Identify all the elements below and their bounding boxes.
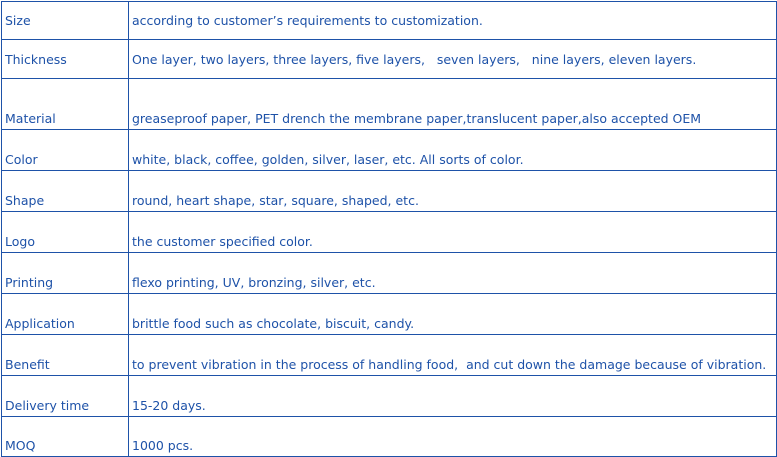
row-label: Size <box>2 2 129 40</box>
row-label: Color <box>2 130 129 171</box>
row-value: brittle food such as chocolate, biscuit, candy. <box>129 294 777 335</box>
product-spec-table <box>1 1 777 457</box>
table-row <box>2 376 777 417</box>
row-value: to prevent vibration in the process of handling food, and cut down the damage because of vibration. <box>129 335 777 376</box>
row-label: Shape <box>2 171 129 212</box>
row-value: white, black, coffee, golden, silver, laser, etc. All sorts of color. <box>129 130 777 171</box>
row-label: Delivery time <box>2 376 129 417</box>
row-label: Benefit <box>2 335 129 376</box>
row-value: 15-20 days. <box>129 376 777 417</box>
row-value: round, heart shape, star, square, shaped, etc. <box>129 171 777 212</box>
row-label: MOQ <box>2 417 129 457</box>
table-row <box>2 335 777 376</box>
row-value: according to customer’s requirements to customization. <box>129 2 777 40</box>
table-row <box>2 2 777 40</box>
row-value: One layer, two layers, three layers, five layers, seven layers, nine layers, eleven layers. <box>129 40 777 79</box>
table-row <box>2 171 777 212</box>
row-label: Application <box>2 294 129 335</box>
table-row <box>2 130 777 171</box>
table-row <box>2 40 777 79</box>
row-label: Logo <box>2 212 129 253</box>
table-row <box>2 253 777 294</box>
table-row <box>2 212 777 253</box>
table-row <box>2 417 777 457</box>
table-row <box>2 294 777 335</box>
row-label: Material <box>2 79 129 130</box>
table-row <box>2 79 777 130</box>
row-value: the customer specified color. <box>129 212 777 253</box>
row-label: Thickness <box>2 40 129 79</box>
row-value: flexo printing, UV, bronzing, silver, etc. <box>129 253 777 294</box>
row-label: Printing <box>2 253 129 294</box>
row-value: greaseproof paper, PET drench the membrane paper,translucent paper,also accepted OEM <box>129 79 777 130</box>
row-value: 1000 pcs. <box>129 417 777 457</box>
